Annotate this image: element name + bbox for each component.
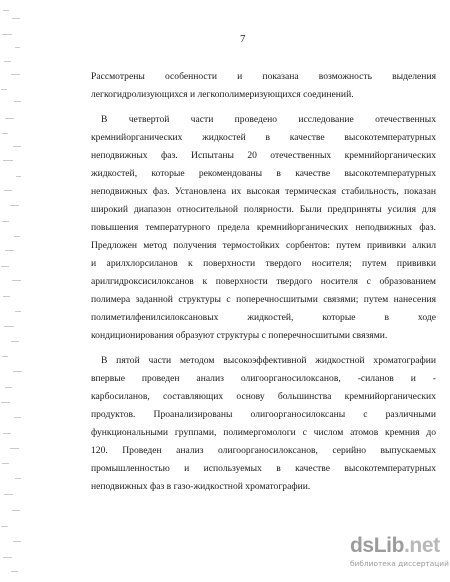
text-line: неподвижных фаз. Испытаны 20 отечественных кремнийорганических [91,150,436,161]
text-line: В четвертой части проведено исследование отечественных [101,114,436,125]
watermark-logo-domain: .net [404,534,440,557]
text-line: жидкостей, которые рекомендованы в качестве высокотемпературных [91,168,436,179]
watermark-logo-main: dsLib [350,534,404,557]
text-line: Рассмотрены особенности и показана возможность выделения [91,71,436,82]
text-line: продуктов. Проанализированы олигоорганосилоксаны с различными [91,409,436,420]
text-line: неподвижных фаз в газо-жидкостной хроматографии. [91,481,311,492]
text-line: неподвижных фаз. Установлена их высокая термическая стабильность, показан [91,186,436,197]
text-line: полиметилфенилсилоксановых жидкостей, которые в ходе [91,312,436,323]
text-line: впервые проведен анализ олигоорганосилоксанов, -силанов и - [91,373,436,384]
dslib-watermark [350,534,450,580]
text-line: легкогидролизующихся и легкополимеризующихся соединений. [91,89,354,100]
text-line: Предложен метод получения термостойких сорбентов: путем прививки алкил [91,240,436,251]
text-line: карбосиланов, составляющих основу большинства кремнийорганических [91,391,436,402]
text-line: промышленностью и используемых в качестве высокотемпературных [91,463,436,474]
text-line: полимера заданной структуры с поперечносшитыми связями; путем нанесения [91,294,436,305]
text-line: кремнийорганических жидкостей в качестве высокотемпературных [91,132,436,143]
text-line: В пятой части методом высокоэффективной жидкостной хроматографии [101,355,436,366]
text-line: повышения температурного предела кремнийорганических неподвижных фаз. [91,222,436,233]
watermark-subtitle: библиотека диссертаций [350,559,449,568]
text-line: широкий диапазон относительной полярности. Были предприняты усилия для [91,204,436,215]
watermark-logo [350,534,440,558]
text-line: функциональными группами, полимергомологи с числом атомов кремния до [91,427,436,438]
page-number: 7 [240,33,246,45]
text-line: 120. Проведен анализ олигоорганосилоксанов, серийно выпускаемых [91,445,436,456]
text-line: кондиционирования образуют структуры с поперечносшитыми связями. [91,330,388,341]
text-line: и арилхлорсиланов к поверхности твердого носителя; путем прививки [91,258,436,269]
scan-edge-noise [0,0,26,582]
text-line: арилгидроксисилоксанов к поверхности твердого носителя с образованием [91,276,436,287]
